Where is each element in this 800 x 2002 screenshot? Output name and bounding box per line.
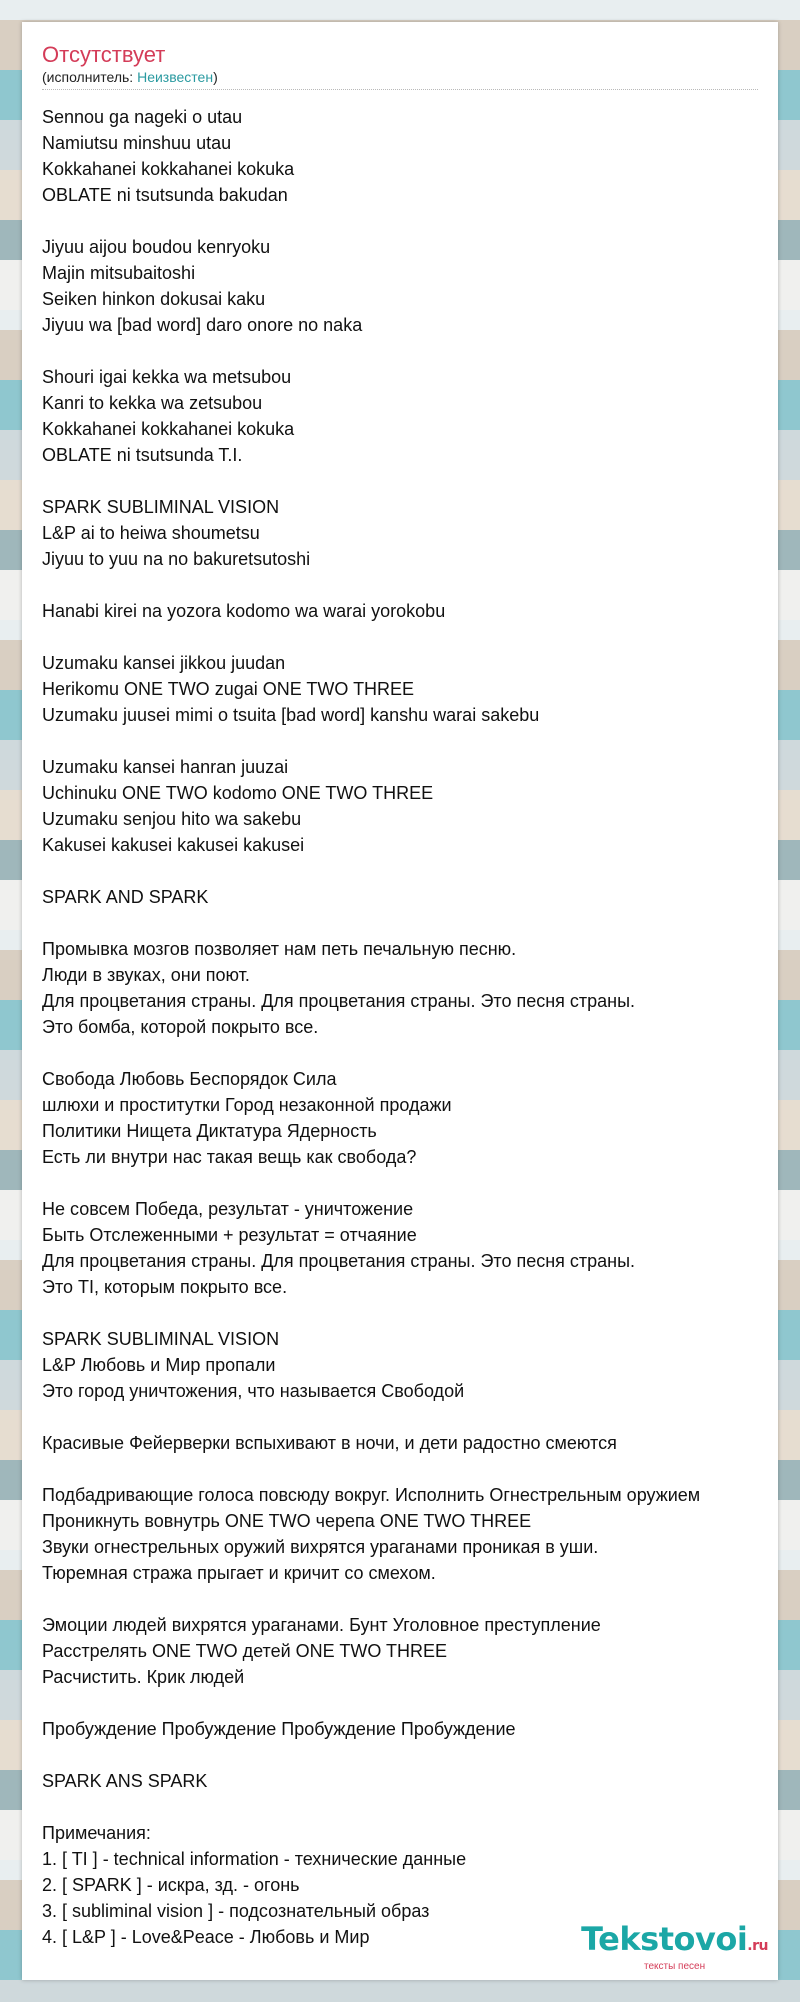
- lyrics-text: [42, 104, 782, 1950]
- lyric-line: OBLATE ni tsutsunda bakudan: [42, 185, 288, 205]
- lyric-line: Это бомба, которой покрыто все.: [42, 1017, 319, 1037]
- lyric-line: Звуки огнестрельных оружий вихрятся ураганами проникая в уши.: [42, 1537, 599, 1557]
- lyric-line: Это TI, которым покрыто все.: [42, 1277, 288, 1297]
- blank-line: [42, 1456, 782, 1482]
- lyrics-page: [22, 22, 778, 1980]
- lyric-line: 2. [ SPARK ] - искра, зд. - огонь: [42, 1875, 300, 1895]
- lyric-line: Для процветания страны. Для процветания страны. Это песня страны.: [42, 991, 636, 1011]
- lyric-line: Подбадривающие голоса повсюду вокруг. Исполнить Огнестрельным оружием: [42, 1485, 701, 1505]
- lyric-line: Jiyuu wa [bad word] daro onore no naka: [42, 315, 363, 335]
- blank-line: [42, 728, 782, 754]
- artist-line: [42, 68, 758, 86]
- artist-link[interactable]: Неизвестен: [137, 69, 214, 85]
- lyric-line: Быть Отслеженными + результат = отчаяние: [42, 1225, 417, 1245]
- lyric-line: Тюремная стража прыгает и кричит со смехом.: [42, 1563, 436, 1583]
- lyric-line: OBLATE ni tsutsunda T.I.: [42, 445, 243, 465]
- blank-line: [42, 1742, 782, 1768]
- lyric-line: Проникнуть вовнутрь ONE TWO черепа ONE TWO THREE: [42, 1511, 532, 1531]
- lyric-line: Jiyuu aijou boudou kenryoku: [42, 237, 271, 257]
- lyric-line: Herikomu ONE TWO zugai ONE TWO THREE: [42, 679, 415, 699]
- lyric-line: Эмоции людей вихрятся ураганами. Бунт Уголовное преступление: [42, 1615, 601, 1635]
- song-title: Отсутствует: [42, 42, 166, 67]
- lyric-line: Uzumaku senjou hito wa sakebu: [42, 809, 302, 829]
- blank-line: [42, 1040, 782, 1066]
- lyric-line: Seiken hinkon dokusai kaku: [42, 289, 266, 309]
- lyric-line: Расстрелять ONE TWO детей ONE TWO THREE: [42, 1641, 447, 1661]
- lyric-line: Shouri igai kekka wa metsubou: [42, 367, 292, 387]
- blank-line: [42, 1586, 782, 1612]
- lyric-line: L&P ai to heiwa shoumetsu: [42, 523, 260, 543]
- blank-line: [42, 624, 782, 650]
- artist-suffix: ): [213, 69, 218, 85]
- lyric-line: Kanri to kekka wa zetsubou: [42, 393, 263, 413]
- blank-line: [42, 338, 782, 364]
- logo-name: Tekstovoi: [581, 1920, 748, 1958]
- lyric-line: Namiutsu minshuu utau: [42, 133, 232, 153]
- logo-wordmark: [581, 1922, 768, 1963]
- lyric-line: 3. [ subliminal vision ] - подсознательный образ: [42, 1901, 430, 1921]
- lyric-line: Не совсем Победа, результат - уничтожение: [42, 1199, 414, 1219]
- blank-line: [42, 1690, 782, 1716]
- lyric-line: Uzumaku kansei jikkou juudan: [42, 653, 286, 673]
- song-header: [42, 42, 758, 90]
- lyric-line: SPARK SUBLIMINAL VISION: [42, 497, 280, 517]
- site-logo[interactable]: [581, 1922, 768, 1972]
- lyric-line: Kokkahanei kokkahanei kokuka: [42, 419, 295, 439]
- blank-line: [42, 1170, 782, 1196]
- logo-tagline: тексты песен: [643, 1961, 706, 1972]
- lyric-line: Majin mitsubaitoshi: [42, 263, 196, 283]
- lyric-line: SPARK AND SPARK: [42, 887, 209, 907]
- blank-line: [42, 858, 782, 884]
- blank-line: [42, 1300, 782, 1326]
- blank-line: [42, 572, 782, 598]
- lyric-line: L&P Любовь и Мир пропали: [42, 1355, 276, 1375]
- lyric-line: Промывка мозгов позволяет нам петь печальную песню.: [42, 939, 517, 959]
- lyric-line: Uchinuku ONE TWO kodomo ONE TWO THREE: [42, 783, 434, 803]
- lyric-line: Hanabi kirei na yozora kodomo wa warai yorokobu: [42, 601, 446, 621]
- lyric-line: Пробуждение Пробуждение Пробуждение Пробуждение: [42, 1719, 516, 1739]
- lyric-line: Есть ли внутри нас такая вещь как свобода?: [42, 1147, 417, 1167]
- lyric-line: шлюхи и проститутки Город незаконной продажи: [42, 1095, 452, 1115]
- blank-line: [42, 208, 782, 234]
- lyric-line: Для процветания страны. Для процветания страны. Это песня страны.: [42, 1251, 636, 1271]
- lyric-line: Политики Нищета Диктатура Ядерность: [42, 1121, 377, 1141]
- lyric-line: Sennou ga nageki o utau: [42, 107, 243, 127]
- lyric-line: Примечания:: [42, 1823, 151, 1843]
- lyric-line: Красивые Фейерверки вспыхивают в ночи, и дети радостно смеются: [42, 1433, 617, 1453]
- lyric-line: SPARK SUBLIMINAL VISION: [42, 1329, 280, 1349]
- lyric-line: Uzumaku kansei hanran juuzai: [42, 757, 289, 777]
- lyric-line: Jiyuu to yuu na no bakuretsutoshi: [42, 549, 311, 569]
- lyric-line: 1. [ TI ] - technical information - технические данные: [42, 1849, 467, 1869]
- lyric-line: 4. [ L&P ] - Love&Peace - Любовь и Мир: [42, 1927, 370, 1947]
- lyric-line: SPARK ANS SPARK: [42, 1771, 208, 1791]
- lyric-line: Kakusei kakusei kakusei kakusei: [42, 835, 305, 855]
- logo-tld: .ru: [747, 1938, 768, 1954]
- lyric-line: Uzumaku juusei mimi o tsuita [bad word] kanshu warai sakebu: [42, 705, 540, 725]
- lyric-line: Расчистить. Крик людей: [42, 1667, 245, 1687]
- artist-prefix: (исполнитель:: [42, 69, 138, 85]
- blank-line: [42, 1794, 782, 1820]
- lyric-line: Люди в звуках, они поют.: [42, 965, 250, 985]
- lyric-line: Это город уничтожения, что называется Свободой: [42, 1381, 465, 1401]
- lyric-line: Свобода Любовь Беспорядок Сила: [42, 1069, 337, 1089]
- lyric-line: Kokkahanei kokkahanei kokuka: [42, 159, 295, 179]
- blank-line: [42, 1404, 782, 1430]
- blank-line: [42, 910, 782, 936]
- blank-line: [42, 468, 782, 494]
